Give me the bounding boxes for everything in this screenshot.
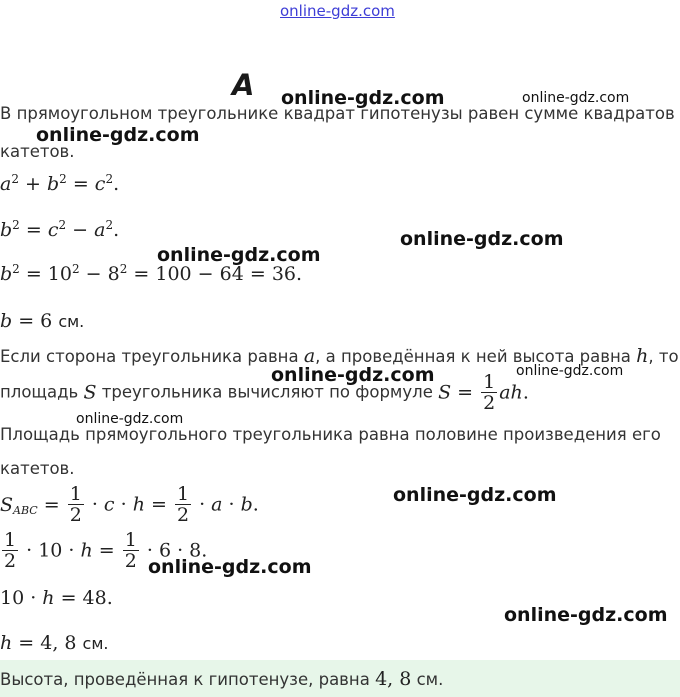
watermark: online-gdz.com bbox=[271, 364, 435, 386]
watermark: online-gdz.com bbox=[400, 228, 564, 250]
watermark: online-gdz.com bbox=[281, 87, 445, 109]
task-letter: А bbox=[232, 68, 255, 102]
formula-equation: $\frac{1}{2}$ · 10 · h = $\frac{1}{2}$ · 6 · 8. bbox=[4, 529, 208, 572]
watermark: online-gdz.com bbox=[522, 90, 630, 106]
formula-b-result: b = 6 см. bbox=[0, 310, 85, 332]
watermark: online-gdz.com bbox=[148, 556, 312, 578]
watermark: online-gdz.com bbox=[516, 363, 624, 379]
paragraph-pythagoras-line1: В прямоугольном треугольнике квадрат гипотенузы равен сумме квадратов bbox=[0, 104, 675, 123]
paragraph-right-triangle-area-line2: катетов. bbox=[0, 459, 75, 478]
answer-text: Высота, проведённая к гипотенузе, равна 4, 8 см. bbox=[0, 668, 444, 690]
paragraph-pythagoras-line2: катетов. bbox=[0, 142, 75, 161]
formula-b-squared: $b^2 = c^2 - a^2$. bbox=[0, 218, 120, 241]
formula-pythagoras: $a^2 + b^2 = c^2$. bbox=[0, 172, 120, 195]
formula-simplify: 10 · h = 48. bbox=[0, 587, 113, 609]
watermark: online-gdz.com bbox=[76, 411, 184, 427]
watermark: online-gdz.com bbox=[157, 244, 321, 266]
watermark: online-gdz.com bbox=[36, 124, 200, 146]
watermark: online-gdz.com bbox=[393, 484, 557, 506]
paragraph-area-formula: площадь S треугольника вычисляют по формуле S = $\frac{1}{2}$ ah. bbox=[0, 371, 529, 414]
fraction-one-half: $\frac{1}{2}$ bbox=[483, 371, 496, 414]
site-header-link[interactable]: online-gdz.com bbox=[280, 2, 395, 20]
formula-h-result: h = 4, 8 см. bbox=[0, 632, 109, 654]
formula-area-def: $S_{ABC}$ = $\frac{1}{2}$ · c · h = $\frac{1}{2}$ · a · b. bbox=[0, 483, 259, 526]
paragraph-right-triangle-area-line1: Площадь прямоугольного треугольника равна половине произведения его bbox=[0, 425, 661, 444]
formula-compute: $b^2 = 10^2 - 8^2 = 100 - 64 = 36$. bbox=[0, 262, 303, 285]
paragraph-area-intro: Если сторона треугольника равна a, а проведённая к ней высота равна h, то bbox=[0, 345, 679, 367]
watermark: online-gdz.com bbox=[504, 604, 668, 626]
